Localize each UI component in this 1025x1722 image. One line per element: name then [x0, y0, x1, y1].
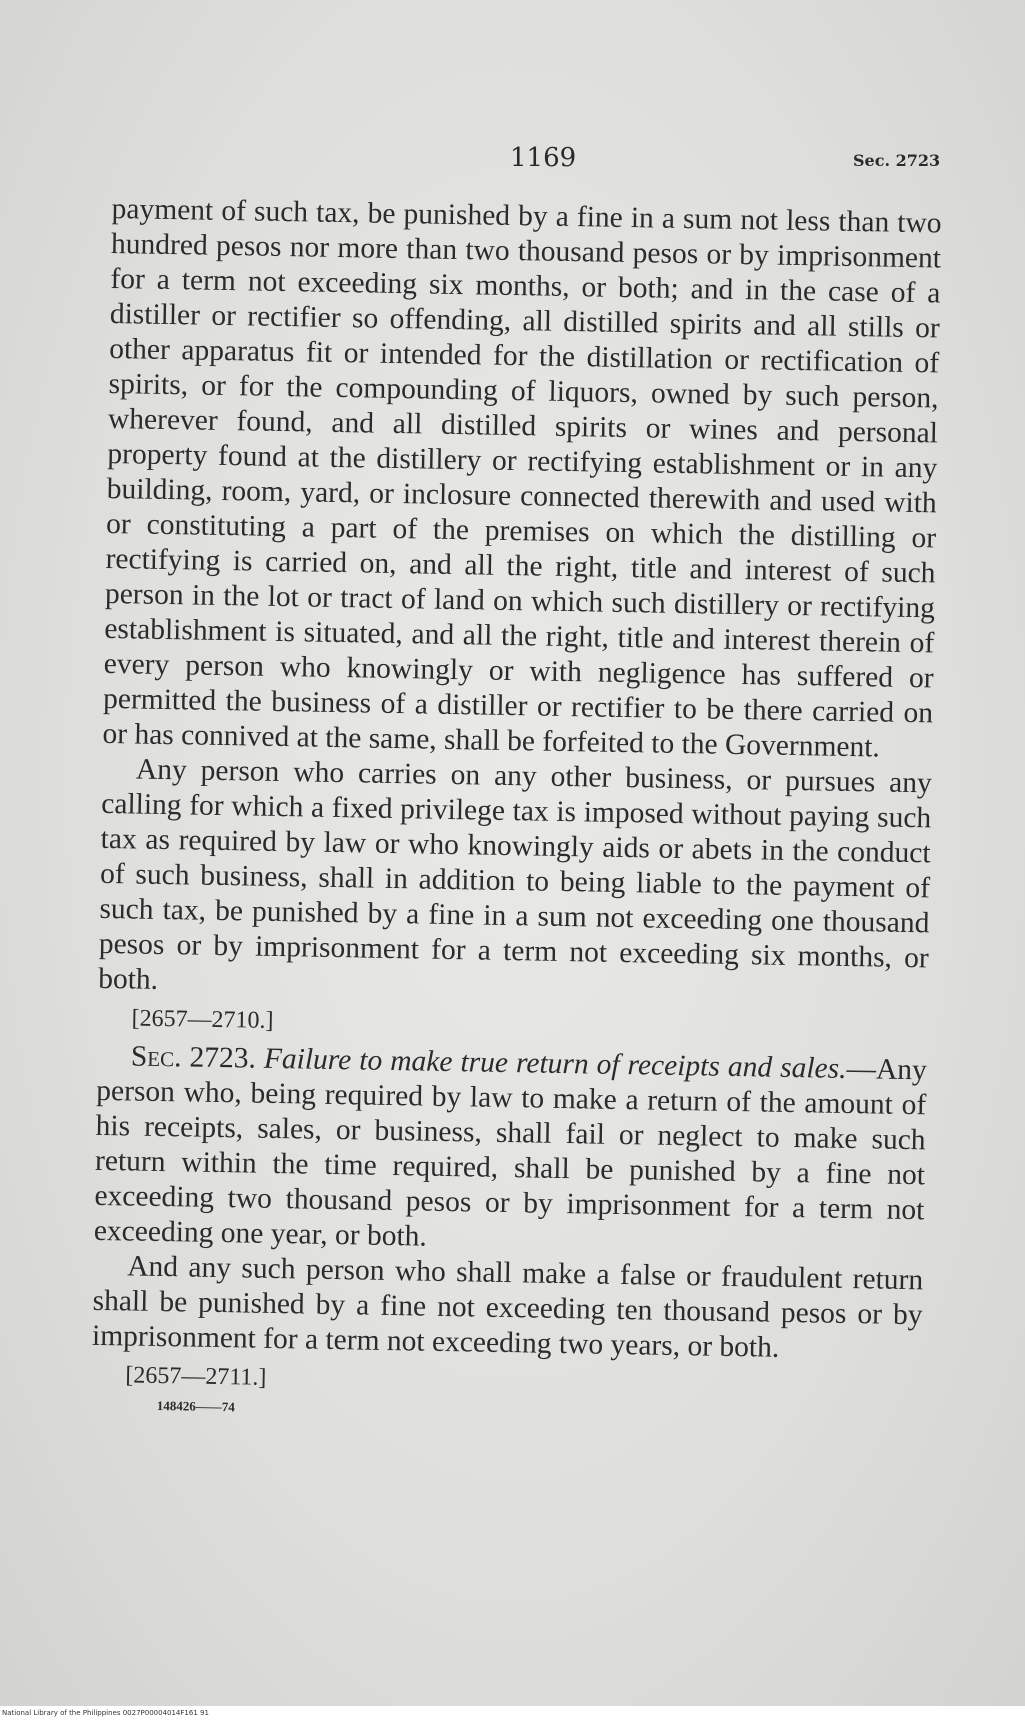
body-text [91, 192, 942, 1428]
print-code: 148426——74 [156, 1397, 235, 1415]
section-label: Sec. 2723. [130, 1040, 257, 1075]
citation: [2657—2711.] [125, 1362, 267, 1391]
citation: [2657—2710.] [131, 1005, 274, 1034]
section-title: Failure to make true return of receipts and sales. [263, 1042, 847, 1085]
source-line: National Library of the Philippines 0027P00004014F161 91 [2, 1709, 209, 1717]
paragraph-continued: payment of such tax, be punished by a fine in a sum not less than two hundred pesos nor more than two thousand pesos or by imprisonment for a term not exceeding six months, or both; and in the case of a distiller or rectifier so offending, all distilled spirits and all stills or other apparatus fit or intended for the distillation or rectification of spirits, or for the compounding of liquors, owned by such person, wherever found, and all distilled spirits or wines and personal property found at the distillery or rectifying establishment or in any building, room, yard, or inclosure connected therewith and used with or constituting a part of the premises on which the distilling or rectifying is carried on, and all the right, title and interest of such person in the lot or tract of land on which such distillery or rectifying establishment is situated, and all the right, title and interest therein of every person who knowingly or with negligence has suffered or permitted the business of a distiller or rectifier to be there carried on or has connived at the same, shall be forfeited to the Government. [102, 192, 942, 764]
source-bar [0, 1706, 1025, 1722]
section-text: —Any person who, being required by law to make a return of the amount of his receipts, sales, or business, shall fail or neglect to make such return within the time required, shall be punished by a fine not exceeding two thousand pesos or by imprisonment for a term not exceeding one year, or both. [93, 1052, 928, 1253]
page-header [0, 143, 1025, 183]
paragraph-privilege-tax: Any person who carries on any other business, or pursues any calling for which a fixed privilege tax is imposed without paying such tax as required by law or who knowingly aids or abets in the conduct of such business, shall in addition to being liable to the payment of such tax, be punished by a fine in a sum not exceeding one thousand pesos or by imprisonment for a term not exceeding six months, or both. [97, 753, 933, 996]
section-reference: Sec. 2723 [853, 151, 941, 170]
page-number: 1169 [510, 143, 577, 173]
paragraph-false-return: And any such person who shall make a false or fraudulent return shall be punished by a fine not exceeding ten thousand pesos or by imprisonment for a term not exceeding two years, or both. [91, 1250, 924, 1364]
section-2723 [94, 1039, 928, 1263]
